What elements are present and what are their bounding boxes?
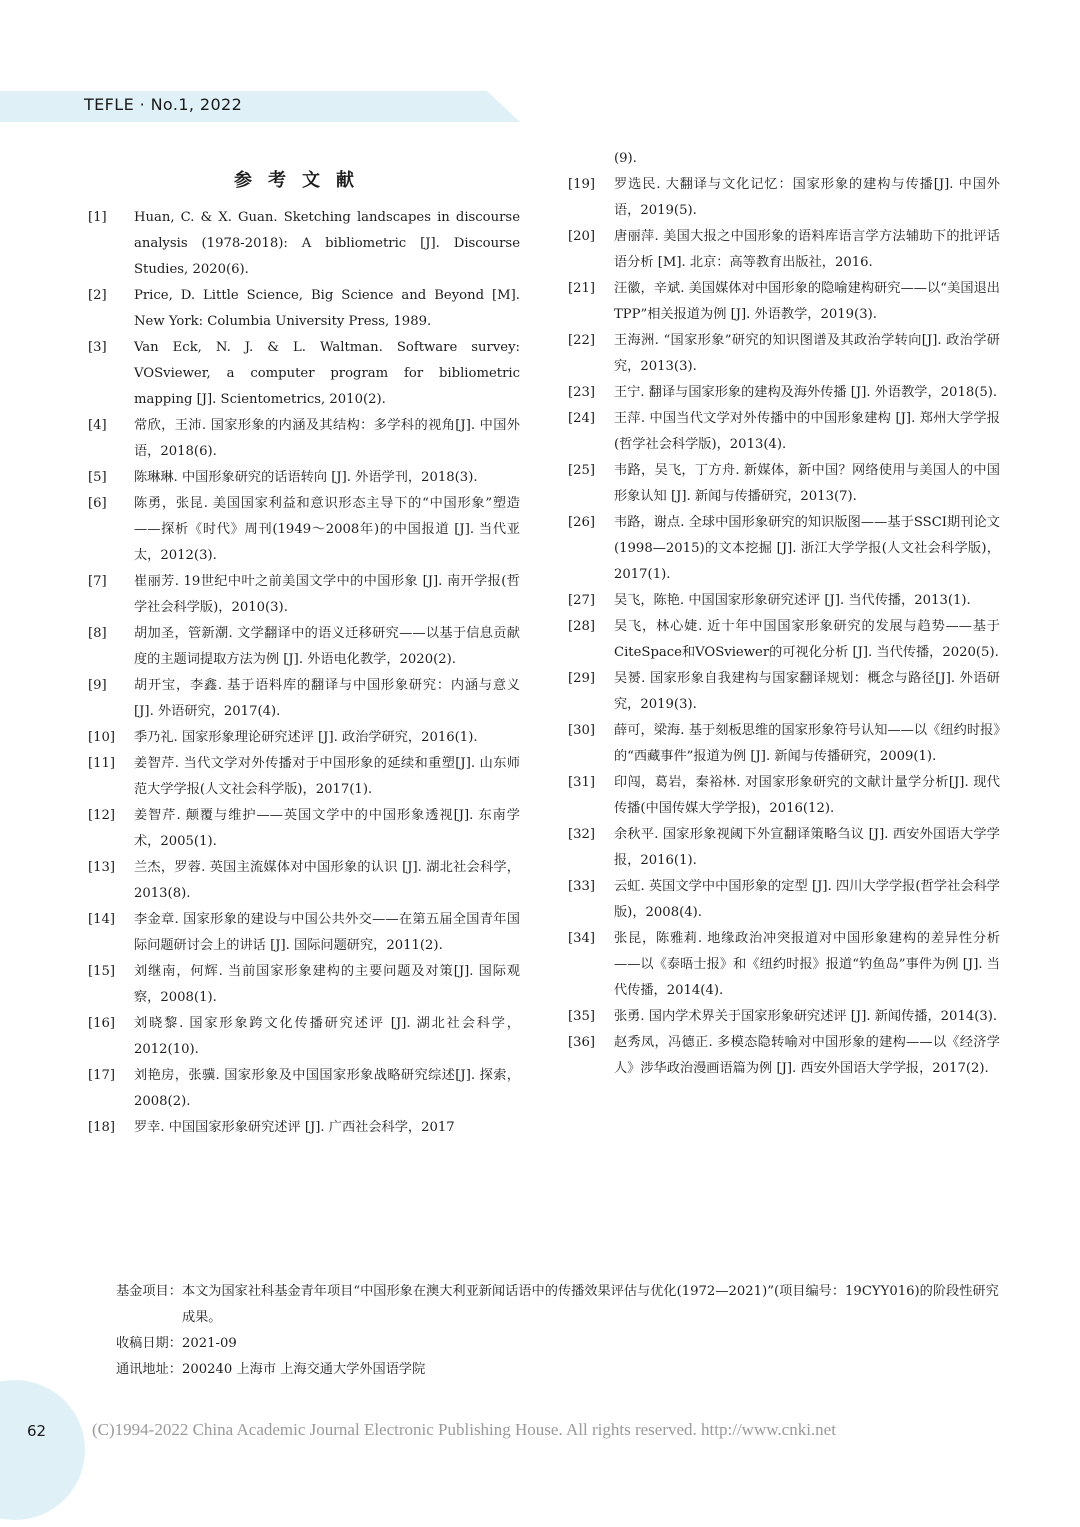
reference-item xyxy=(568,926,1000,1004)
reference-item xyxy=(568,224,1000,276)
reference-text: 兰杰，罗蓉. 英国主流媒体对中国形象的认识 [J]. 湖北社会科学，2013(8). xyxy=(134,860,520,901)
reference-number: [16] xyxy=(88,1016,116,1031)
reference-item xyxy=(88,855,520,907)
reference-text: 吴飞，林心婕. 近十年中国国家形象研究的发展与趋势——基于CiteSpace和VOSviewer的可视化分析 [J]. 当代传播，2020(5). xyxy=(614,619,1000,660)
reference-item xyxy=(88,725,520,751)
reference-text: 李金章. 国家形象的建设与中国公共外交——在第五届全国青年国际问题研讨会上的讲话 [J]. 国际问题研究，2011(2). xyxy=(134,912,520,953)
reference-text: 云虹. 英国文学中中国形象的定型 [J]. 四川大学学报(哲学社会科学版)，2008(4). xyxy=(614,879,1000,920)
reference-number: [13] xyxy=(88,860,116,875)
reference-number: [9] xyxy=(88,678,107,693)
funding-note xyxy=(116,1279,1000,1331)
reference-item xyxy=(568,588,1000,614)
reference-number: [3] xyxy=(88,340,107,355)
reference-number: [25] xyxy=(568,463,596,478)
reference-text: 王萍. 中国当代文学对外传播中的中国形象建构 [J]. 郑州大学学报(哲学社会科学版)，2013(4). xyxy=(614,411,1000,452)
reference-item xyxy=(568,666,1000,718)
reference-item xyxy=(88,959,520,1011)
reference-text: 余秋平. 国家形象视阈下外宣翻译策略刍议 [J]. 西安外国语大学学报，2016(1). xyxy=(614,827,1000,868)
address-label: 通讯地址： xyxy=(116,1362,182,1377)
reference-item xyxy=(88,803,520,855)
reference-text: 陈琳琳. 中国形象研究的话语转向 [J]. 外语学刊，2018(3). xyxy=(134,470,478,485)
reference-number: [31] xyxy=(568,775,596,790)
reference-item xyxy=(568,380,1000,406)
reference-number: [17] xyxy=(88,1068,116,1083)
reference-item xyxy=(568,874,1000,926)
reference-number: [19] xyxy=(568,177,596,192)
reference-number: [36] xyxy=(568,1035,596,1050)
reference-text: Huan, C. & X. Guan. Sketching landscapes in discourse analysis (1978-2018): A bibliometric [J]. Discourse Studies, 2020(6). xyxy=(134,210,520,277)
reference-item xyxy=(568,770,1000,822)
reference-number: [34] xyxy=(568,931,596,946)
reference-text: 刘晓黎. 国家形象跨文化传播研究述评 [J]. 湖北社会科学，2012(10). xyxy=(134,1016,520,1057)
reference-number: [20] xyxy=(568,229,596,244)
reference-number: [4] xyxy=(88,418,107,433)
reference-number: [14] xyxy=(88,912,116,927)
reference-text: 张昆，陈雅莉. 地缘政治冲突报道对中国形象建构的差异性分析——以《泰晤士报》和《纽约时报》报道“钓鱼岛”事件为例 [J]. 当代传播，2014(4). xyxy=(614,931,1000,998)
address-text: 200240 上海市 上海交通大学外国语学院 xyxy=(181,1362,426,1377)
reference-text: 王海洲. “国家形象”研究的知识图谱及其政治学转向[J]. 政治学研究，2013(3). xyxy=(614,333,1000,374)
reference-text: 罗幸. 中国国家形象研究述评 [J]. 广西社会科学，2017 xyxy=(134,1120,455,1135)
reference-text: 王宁. 翻译与国家形象的建构及海外传播 [J]. 外语教学，2018(5). xyxy=(614,385,998,400)
reference-text: Van Eck, N. J. & L. Waltman. Software survey: VOSviewer, a computer program for bibliometric mapping [J]. Scientometrics, 2010(2). xyxy=(134,340,520,407)
reference-continuation: (9). xyxy=(614,151,637,166)
reference-text: 汪徽，辛斌. 美国媒体对中国形象的隐喻建构研究——以“美国退出TPP”相关报道为例 [J]. 外语教学，2019(3). xyxy=(614,281,1000,322)
reference-item xyxy=(568,172,1000,224)
reference-item xyxy=(568,328,1000,380)
reference-text: 姜智芹. 颠覆与维护——英国文学中的中国形象透视[J]. 东南学术，2005(1). xyxy=(134,808,520,849)
reference-item xyxy=(568,406,1000,458)
reference-number: [18] xyxy=(88,1120,116,1135)
references-left-column xyxy=(88,205,520,1141)
reference-item xyxy=(568,718,1000,770)
reference-text: 常欣，王沛. 国家形象的内涵及其结构：多学科的视角[J]. 中国外语，2018(6). xyxy=(134,418,520,459)
reference-number: [24] xyxy=(568,411,596,426)
header-band xyxy=(0,91,520,122)
reference-text: 唐丽萍. 美国大报之中国形象的语料库语言学方法辅助下的批评话语分析 [M]. 北京：高等教育出版社，2016. xyxy=(614,229,1000,270)
reference-text: 张勇. 国内学术界关于国家形象研究述评 [J]. 新闻传播，2014(3). xyxy=(614,1009,998,1024)
reference-item xyxy=(568,510,1000,588)
reference-text: 胡开宝，李鑫. 基于语料库的翻译与中国形象研究：内涵与意义 [J]. 外语研究，2017(4). xyxy=(134,678,520,719)
reference-item xyxy=(88,1063,520,1115)
reference-item xyxy=(568,1030,1000,1082)
received-date: 2021-09 xyxy=(181,1336,237,1351)
reference-text: 姜智芹. 当代文学对外传播对于中国形象的延续和重塑[J]. 山东师范大学学报(人文社会科学版)，2017(1). xyxy=(134,756,520,797)
reference-item xyxy=(568,614,1000,666)
references-title: 参考文献 xyxy=(234,170,370,191)
reference-text: 薛可，梁海. 基于刻板思维的国家形象符号认知——以《纽约时报》的“西藏事件”报道为例 [J]. 新闻与传播研究，2009(1). xyxy=(614,723,1000,764)
footnotes xyxy=(116,1279,1000,1383)
reference-number: [10] xyxy=(88,730,116,745)
funding-label: 基金项目： xyxy=(116,1284,182,1299)
reference-item xyxy=(88,491,520,569)
received-note xyxy=(116,1331,1000,1357)
reference-number: [33] xyxy=(568,879,596,894)
received-label: 收稿日期： xyxy=(116,1336,182,1351)
reference-number: [21] xyxy=(568,281,596,296)
journal-header: TEFLE · No.1, 2022 xyxy=(84,95,243,114)
reference-item xyxy=(568,276,1000,328)
reference-item xyxy=(88,621,520,673)
reference-text: 韦路，吴飞，丁方舟. 新媒体，新中国？网络使用与美国人的中国形象认知 [J]. 新闻与传播研究，2013(7). xyxy=(614,463,1000,504)
reference-item xyxy=(88,751,520,803)
reference-item xyxy=(88,1011,520,1063)
reference-number: [11] xyxy=(88,756,116,771)
reference-number: [26] xyxy=(568,515,596,530)
reference-text: 罗选民. 大翻译与文化记忆：国家形象的建构与传播[J]. 中国外语，2019(5). xyxy=(614,177,1000,218)
reference-text: 赵秀凤，冯德正. 多模态隐转喻对中国形象的建构——以《经济学人》涉华政治漫画语篇为例 [J]. 西安外国语大学学报，2017(2). xyxy=(614,1035,1000,1076)
reference-item xyxy=(568,822,1000,874)
reference-text: 韦路，谢点. 全球中国形象研究的知识版图——基于SSCI期刊论文(1998—2015)的文本挖掘 [J]. 浙江大学学报(人文社会科学版)，2017(1). xyxy=(614,515,1000,582)
reference-number: [32] xyxy=(568,827,596,842)
reference-item xyxy=(88,1115,520,1141)
reference-number: [6] xyxy=(88,496,107,511)
reference-item xyxy=(88,907,520,959)
reference-number: [30] xyxy=(568,723,596,738)
reference-number: [5] xyxy=(88,470,107,485)
address-note xyxy=(116,1357,1000,1383)
reference-number: [1] xyxy=(88,210,107,225)
page-corner-decoration xyxy=(0,1380,85,1520)
reference-item xyxy=(88,413,520,465)
references-right-column xyxy=(568,146,1000,1082)
reference-text: 刘艳房，张骥. 国家形象及中国国家形象战略研究综述[J]. 探索，2008(2). xyxy=(134,1068,520,1109)
page-number: 62 xyxy=(27,1422,47,1440)
funding-text: 本文为国家社科基金青年项目“中国形象在澳大利亚新闻话语中的传播效果评估与优化(1972—2021)”(项目编号：19CYY016)的阶段性研究成果。 xyxy=(181,1284,999,1325)
reference-text: 陈勇，张昆. 美国国家利益和意识形态主导下的“中国形象”塑造——探析《时代》周刊(1949～2008年)的中国报道 [J]. 当代亚太，2012(3). xyxy=(134,496,520,563)
reference-text: 吴飞，陈艳. 中国国家形象研究述评 [J]. 当代传播，2013(1). xyxy=(614,593,971,608)
copyright-watermark: (C)1994-2022 China Academic Journal Electronic Publishing House. All rights reserved. http://www.cnki.net xyxy=(92,1420,836,1439)
reference-number: [23] xyxy=(568,385,596,400)
reference-text: 崔丽芳. 19世纪中叶之前美国文学中的中国形象 [J]. 南开学报(哲学社会科学版)，2010(3). xyxy=(134,574,520,615)
reference-number: [7] xyxy=(88,574,107,589)
reference-item xyxy=(88,335,520,413)
reference-item xyxy=(88,673,520,725)
reference-text: Price, D. Little Science, Big Science and Beyond [M]. New York: Columbia University Press, 1989. xyxy=(134,288,520,329)
reference-item xyxy=(568,1004,1000,1030)
reference-number: [28] xyxy=(568,619,596,634)
reference-number: [15] xyxy=(88,964,116,979)
reference-number: [35] xyxy=(568,1009,596,1024)
reference-number: [27] xyxy=(568,593,596,608)
reference-text: 刘继南，何辉. 当前国家形象建构的主要问题及对策[J]. 国际观察，2008(1). xyxy=(134,964,520,1005)
reference-item xyxy=(568,458,1000,510)
reference-text: 季乃礼. 国家形象理论研究述评 [J]. 政治学研究，2016(1). xyxy=(134,730,478,745)
reference-number: [22] xyxy=(568,333,596,348)
reference-item xyxy=(88,283,520,335)
reference-text: 印闯，葛岩，秦裕林. 对国家形象研究的文献计量学分析[J]. 现代传播(中国传媒大学学报)，2016(12). xyxy=(614,775,1000,816)
reference-number: [8] xyxy=(88,626,107,641)
reference-number: [12] xyxy=(88,808,116,823)
reference-text: 吴赟. 国家形象自我建构与国家翻译规划：概念与路径[J]. 外语研究，2019(3). xyxy=(614,671,1000,712)
reference-item xyxy=(88,569,520,621)
reference-item xyxy=(88,465,520,491)
reference-number: [2] xyxy=(88,288,107,303)
reference-text: 胡加圣，管新潮. 文学翻译中的语义迁移研究——以基于信息贡献度的主题词提取方法为例 [J]. 外语电化教学，2020(2). xyxy=(134,626,520,667)
reference-item xyxy=(88,205,520,283)
reference-number: [29] xyxy=(568,671,596,686)
